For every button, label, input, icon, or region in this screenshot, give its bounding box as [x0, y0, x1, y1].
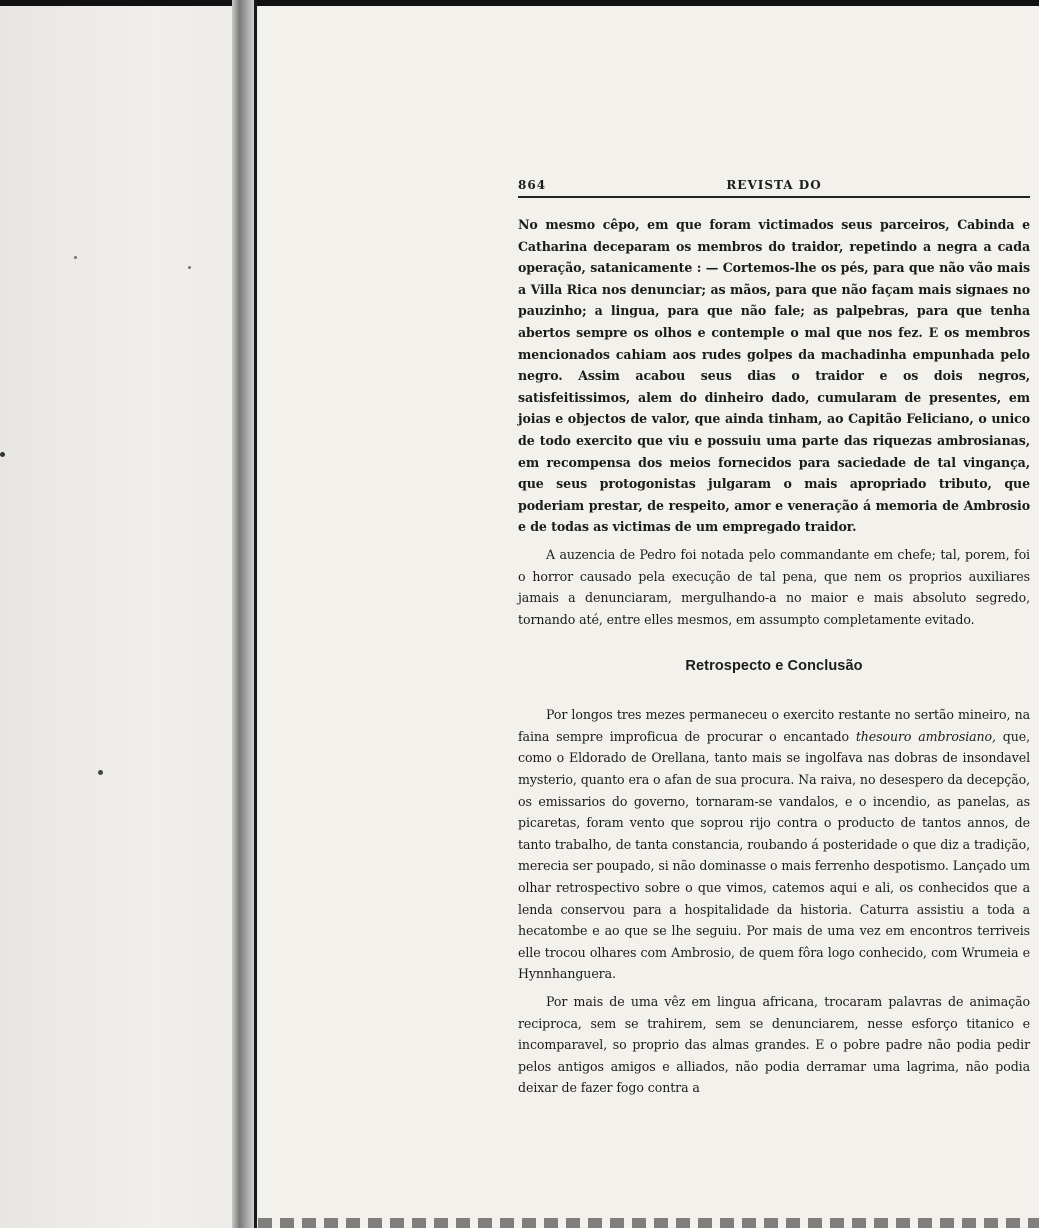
scan-bottom-edge — [258, 1218, 1039, 1228]
paragraph-3-text-a: Por longos tres mezes permaneceu o exercito restante no sertão mineiro, na faina sempre improficua de procurar o encantado — [518, 707, 1030, 744]
scan-top-edge — [0, 0, 1039, 6]
paragraph-3 — [518, 704, 1030, 985]
book-gutter-shadow — [232, 0, 254, 1228]
section-heading: Retrospecto e Conclusão — [685, 658, 863, 675]
paragraph-1: No mesmo cêpo, em que foram victimados seus parceiros, Cabinda e Catharina deceparam os membros do traidor, repetindo a negra a cada operação, satanicamente : — Cortemos-lhe os pés, para que não vão mais a Villa Rica nos denunciar; as mãos, para que não façam mais signaes no pauzinho; a lingua, para que não fale; as palpebras, para que tenha abertos sempre os olhos e contemple o mal que nos fez. E os membros mencionados cahiam aos rudes golpes da machadinha empunhada pelo negro. Assim acabou seus dias o traidor e os dois negros, satisfeitissimos, alem do dinheiro dado, cumularam de presentes, em joias e objectos de valor, que ainda tinham, ao Capitão Feliciano, o unico de todo exercito que viu e possuiu uma parte das riquezas ambrosianas, em recompensa dos meios fornecidos para saciedade de tal vingança, que seus protogonistas julgaram o mais apropriado tributo, que poderiam prestar, de respeito, amor e veneração á memoria de Ambrosio e de todas as victimas de um empregado traidor. — [518, 217, 1030, 535]
page-number: 864 — [518, 178, 547, 192]
paragraph-4: Por mais de uma vêz em lingua africana, trocaram palavras de animação reciproca, sem se trahirem, sem se denunciarem, nesse esforço titanico e incomparavel, so proprio das almas grandes. E o pobre padre não podia pedir pelos antigos amigos e alliados, não podia derramar uma lagrima, não podia deixar de fazer fogo contra a — [518, 994, 1030, 1096]
scan-margin-left — [0, 0, 258, 1228]
scan-speck — [74, 256, 77, 259]
paragraph-2: A auzencia de Pedro foi notada pelo commandante em chefe; tal, porem, foi o horror causado pela execução de tal pena, que nem os proprios auxiliares jamais a denunciaram, mergulhando-a no maior e mais absoluto segredo, tornando até, entre elles mesmos, em assumpto completamente evitado. — [518, 546, 1030, 627]
running-head — [518, 174, 1030, 198]
scan-speck — [0, 452, 5, 457]
paragraph-3-italic: thesouro ambrosiano, — [855, 728, 996, 744]
running-title: REVISTA DO — [726, 178, 822, 192]
scan-speck — [98, 770, 103, 775]
paragraph-3-text-b: que, como o Eldorado de Orellana, tanto mais se ingolfava nas dobras de insondavel mysterio, quanto era o afan de sua procura. Na raiva, no desespero da decepção, os emissarios do governo, tornaram-se vandalos, e o incendio, as panelas, as picaretas, foram vento que soprou rijo contra o producto de tantos annos, de tanto trabalho, de tanta constancia, roubando á posteridade o que diz a tradição, merecia ser poupado, si não dominasse o mais ferrenho despotismo. Lançado um olhar retrospectivo sobre o que vimos, catemos aqui e ali, os conhecidos que a lenda conservou para a hospitalidade da historia. Caturra assistiu a toda a hecatombe e ao que se lhe seguiu. Por mais de uma vez em encontros terriveis elle trocou olhares com Ambrosio, de quem fôra logo conhecido, com Wrumeia e Hynnhanguera. — [518, 728, 1030, 982]
book-page — [518, 174, 1030, 1099]
book-gutter-edge — [254, 0, 257, 1228]
scan-speck — [188, 266, 191, 269]
